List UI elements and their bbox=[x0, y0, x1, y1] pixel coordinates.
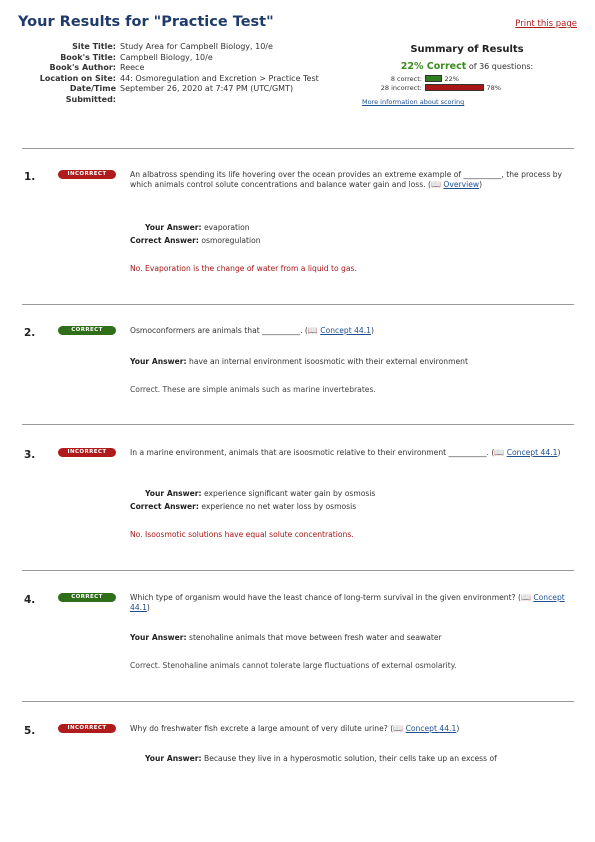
print-page-link[interactable]: Print this page bbox=[515, 19, 577, 29]
question-number: 4. bbox=[24, 594, 36, 606]
question-text: Which type of organism would have the least chance of long-term survival in the given environment? (📖 Concept 44.1) bbox=[130, 593, 565, 613]
feedback: Correct. These are simple animals such as marine invertebrates. bbox=[130, 385, 376, 394]
correct-answer: Correct Answer: experience no net water loss by osmosis bbox=[130, 502, 357, 511]
concept-link[interactable]: Concept 44.1 bbox=[506, 448, 558, 457]
question-number: 5. bbox=[24, 725, 36, 737]
book-icon: 📖 bbox=[520, 593, 531, 602]
divider bbox=[22, 148, 574, 149]
question-item bbox=[22, 448, 574, 544]
question-count: of 36 questions: bbox=[466, 62, 534, 71]
summary-of-results bbox=[354, 44, 580, 106]
question-item bbox=[22, 593, 574, 673]
your-answer: Your Answer: experience significant water gain by osmosis bbox=[145, 489, 376, 498]
summary-percent-line bbox=[354, 61, 580, 72]
question-number: 2. bbox=[24, 327, 36, 339]
concept-link[interactable]: Concept 44.1 bbox=[130, 593, 565, 613]
incorrect-badge: INCORRECT bbox=[58, 170, 116, 179]
your-answer: Your Answer: evaporation bbox=[145, 223, 250, 232]
overview-link[interactable]: Overview bbox=[443, 180, 480, 190]
incorrect-badge: INCORRECT bbox=[58, 448, 116, 457]
question-text: Why do freshwater fish excrete a large amount of very dilute urine? (📖 Concept 44.1) bbox=[130, 724, 460, 733]
question-text: In a marine environment, animals that are isoosmotic relative to their environment __________. (📖 Concept 44.1) bbox=[130, 448, 561, 457]
scoring-info-link[interactable]: More information about scoring bbox=[362, 98, 465, 106]
question-text: Osmoconformers are animals that __________. (📖 Concept 44.1) bbox=[130, 326, 374, 335]
question-item bbox=[22, 170, 574, 280]
info-row-book-author: Book's Author: Reece bbox=[49, 63, 145, 73]
correct-bar-row: 8 correct: 22% bbox=[390, 74, 459, 83]
feedback: Correct. Stenohaline animals cannot tolerate large fluctuations of external osmolarity. bbox=[130, 661, 457, 670]
divider bbox=[22, 570, 574, 571]
book-icon: 📖 bbox=[494, 448, 505, 457]
correct-bar bbox=[425, 75, 442, 82]
incorrect-bar-row: 28 incorrect: 78% bbox=[380, 83, 501, 92]
info-row-date-time: Date/Time Submitted: September 26, 2020 at 7:47 PM (UTC/GMT) bbox=[65, 84, 294, 104]
incorrect-badge: INCORRECT bbox=[58, 724, 116, 733]
test-info bbox=[18, 42, 348, 106]
percent-correct: 22% Correct bbox=[400, 61, 467, 72]
concept-link[interactable]: Concept 44.1 bbox=[320, 326, 371, 335]
feedback: No. Evaporation is the change of water from a liquid to gas. bbox=[130, 264, 357, 273]
incorrect-bar bbox=[425, 84, 484, 91]
your-answer: Your Answer: stenohaline animals that move between fresh water and seawater bbox=[130, 633, 442, 642]
book-icon: 📖 bbox=[393, 724, 404, 733]
page-title: Your Results for "Practice Test" bbox=[18, 14, 274, 30]
your-answer: Your Answer: have an internal environment isoosmotic with their external environment bbox=[130, 357, 468, 366]
info-row-book-title: Book's Title: Campbell Biology, 10/e bbox=[60, 52, 213, 62]
question-text: An albatross spending its life hovering over the ocean provides an extreme example of __________, the process by which animals control solute concentrations and balance water gain and loss. (📖 Overview) bbox=[130, 170, 563, 190]
correct-badge: CORRECT bbox=[58, 593, 116, 602]
info-row-site-title: Site Title: Study Area for Campbell Biology, 10/e bbox=[72, 42, 273, 51]
question-number: 1. bbox=[24, 171, 36, 183]
divider bbox=[22, 701, 574, 702]
correct-answer: Correct Answer: osmoregulation bbox=[130, 236, 261, 245]
question-item bbox=[22, 724, 574, 774]
divider bbox=[22, 304, 574, 305]
divider bbox=[22, 424, 574, 425]
question-item bbox=[22, 326, 574, 396]
question-number: 3. bbox=[24, 449, 36, 461]
correct-badge: CORRECT bbox=[58, 326, 116, 335]
book-icon: 📖 bbox=[307, 326, 318, 335]
your-answer: Your Answer: Because they live in a hyperosmotic solution, their cells take up an excess of bbox=[145, 754, 497, 763]
info-row-location: Location on Site: 44: Osmoregulation and Excretion > Practice Test bbox=[39, 73, 319, 83]
results-bars bbox=[354, 74, 580, 92]
feedback: No. Isoosmotic solutions have equal solute concentrations. bbox=[130, 530, 354, 539]
summary-heading: Summary of Results bbox=[410, 44, 524, 55]
book-icon: 📖 bbox=[430, 180, 441, 190]
concept-link[interactable]: Concept 44.1 bbox=[405, 724, 457, 733]
